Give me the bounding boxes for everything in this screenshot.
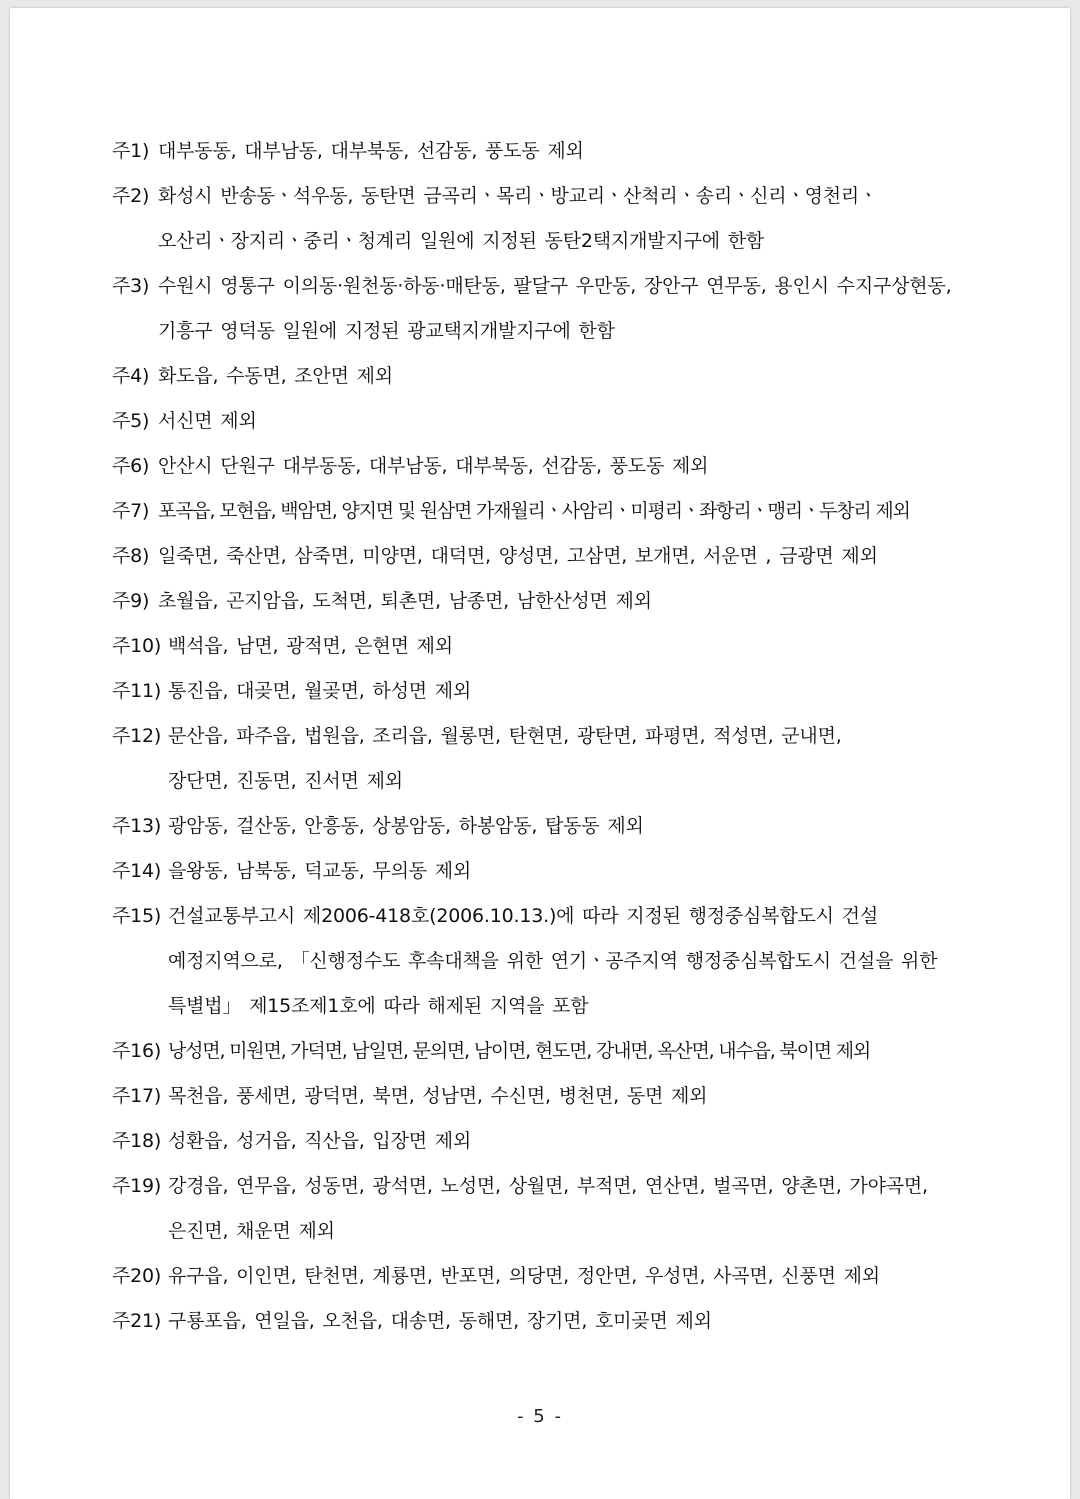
footnote-label: 주9) xyxy=(112,590,150,612)
footnote-label: 주14) xyxy=(112,860,162,882)
footnote-21 xyxy=(10,1299,1070,1344)
footnote-text: 낭성면, 미원면, 가덕면, 남일면, 문의면, 남이면, 현도면, 강내면, 옥산면, 내수읍, 북이면 제외 xyxy=(168,1040,871,1062)
footnote-text: 문산읍, 파주읍, 법원읍, 조리읍, 월롱면, 탄현면, 광탄면, 파평면, 적성면, 군내면, xyxy=(168,725,842,747)
footnote-text: 유구읍, 이인면, 탄천면, 계룡면, 반포면, 의당면, 정안면, 우성면, 사곡면, 신풍면 제외 xyxy=(168,1265,880,1287)
footnote-label: 주5) xyxy=(112,410,150,432)
footnote-label: 주13) xyxy=(112,815,162,837)
footnote-label: 주7) xyxy=(112,500,150,522)
footnote-text: 초월읍, 곤지암읍, 도척면, 퇴촌면, 남종면, 남한산성면 제외 xyxy=(158,590,652,612)
footnote-text-continued: 예정지역으로, 「신행정수도 후속대책을 위한 연기ㆍ공주지역 행정중심복합도시 건설을 위한 xyxy=(168,950,938,972)
footnote-16 xyxy=(10,1029,1070,1074)
footnote-label: 주10) xyxy=(112,635,162,657)
footnote-17 xyxy=(10,1074,1070,1119)
footnote-2 xyxy=(10,174,1070,264)
footnote-label: 주4) xyxy=(112,365,150,387)
footnote-label: 주21) xyxy=(112,1310,162,1332)
footnote-6 xyxy=(10,444,1070,489)
footnote-text: 구룡포읍, 연일읍, 오천읍, 대송면, 동해면, 장기면, 호미곶면 제외 xyxy=(168,1310,712,1332)
footnote-text: 포곡읍, 모현읍, 백암면, 양지면 및 원삼면 가재월리ㆍ사암리ㆍ미평리ㆍ좌항리ㆍ맹리ㆍ두창리 제외 xyxy=(158,500,910,522)
footnote-8 xyxy=(10,534,1070,579)
footnote-1 xyxy=(10,129,1070,174)
footnote-text: 대부동동, 대부남동, 대부북동, 선감동, 풍도동 제외 xyxy=(158,140,584,162)
footnote-text: 강경읍, 연무읍, 성동면, 광석면, 노성면, 상월면, 부적면, 연산면, 벌곡면, 양촌면, 가야곡면, xyxy=(168,1175,928,1197)
footnote-text: 건설교통부고시 제2006-418호(2006.10.13.)에 따라 지정된 행정중심복합도시 건설 xyxy=(168,905,878,927)
footnote-text: 안산시 단원구 대부동동, 대부남동, 대부북동, 선감동, 풍도동 제외 xyxy=(158,455,709,477)
footnote-text: 목천읍, 풍세면, 광덕면, 북면, 성남면, 수신면, 병천면, 동면 제외 xyxy=(168,1085,708,1107)
footnote-label: 주16) xyxy=(112,1040,162,1062)
footnote-19 xyxy=(10,1164,1070,1254)
footnote-text-continued: 오산리ㆍ장지리ㆍ중리ㆍ청계리 일원에 지정된 동탄2택지개발지구에 한함 xyxy=(158,230,765,252)
footnote-label: 주15) xyxy=(112,905,162,927)
footnote-12 xyxy=(10,714,1070,804)
footnote-11 xyxy=(10,669,1070,714)
footnote-label: 주17) xyxy=(112,1085,162,1107)
footnote-3 xyxy=(10,264,1070,354)
footnote-label: 주6) xyxy=(112,455,150,477)
footnote-label: 주11) xyxy=(112,680,162,702)
footnote-text-continued: 특별법」 제15조제1호에 따라 해제된 지역을 포함 xyxy=(168,995,589,1017)
document-page xyxy=(10,8,1070,1499)
footnote-text: 백석읍, 남면, 광적면, 은현면 제외 xyxy=(168,635,453,657)
footnote-label: 주1) xyxy=(112,140,150,162)
footnote-10 xyxy=(10,624,1070,669)
footnote-label: 주12) xyxy=(112,725,162,747)
footnote-14 xyxy=(10,849,1070,894)
footnote-text: 광암동, 걸산동, 안흥동, 상봉암동, 하봉암동, 탑동동 제외 xyxy=(168,815,644,837)
footnote-label: 주20) xyxy=(112,1265,162,1287)
footnote-20 xyxy=(10,1254,1070,1299)
footnote-label: 주8) xyxy=(112,545,150,567)
footnote-13 xyxy=(10,804,1070,849)
footnote-7 xyxy=(10,489,1070,534)
footnote-18 xyxy=(10,1119,1070,1164)
footnote-label: 주3) xyxy=(112,275,150,297)
footnote-text: 성환읍, 성거읍, 직산읍, 입장면 제외 xyxy=(168,1130,472,1152)
footnote-text: 통진읍, 대곶면, 월곶면, 하성면 제외 xyxy=(168,680,472,702)
footnote-5 xyxy=(10,399,1070,444)
footnote-text: 화성시 반송동ㆍ석우동, 동탄면 금곡리ㆍ목리ㆍ방교리ㆍ산척리ㆍ송리ㆍ신리ㆍ영천리ㆍ xyxy=(158,185,878,207)
footnote-label: 주18) xyxy=(112,1130,162,1152)
footnote-text: 수원시 영통구 이의동·원천동·하동·매탄동, 팔달구 우만동, 장안구 연무동, 용인시 수지구상현동, xyxy=(158,275,952,297)
footnote-4 xyxy=(10,354,1070,399)
footnote-text: 일죽면, 죽산면, 삼죽면, 미양면, 대덕면, 양성면, 고삼면, 보개면, 서운면 , 금광면 제외 xyxy=(158,545,878,567)
footnote-text-continued: 장단면, 진동면, 진서면 제외 xyxy=(168,770,403,792)
footnote-text: 서신면 제외 xyxy=(158,410,257,432)
footnote-text: 을왕동, 남북동, 덕교동, 무의동 제외 xyxy=(168,860,472,882)
footnote-text: 화도읍, 수동면, 조안면 제외 xyxy=(158,365,393,387)
footnote-label: 주19) xyxy=(112,1175,162,1197)
page-number: - 5 - xyxy=(517,1406,563,1427)
footnote-9 xyxy=(10,579,1070,624)
footnote-text-continued: 기흥구 영덕동 일원에 지정된 광교택지개발지구에 한함 xyxy=(158,320,615,342)
footnote-list xyxy=(10,129,1070,1344)
footnote-text-continued: 은진면, 채운면 제외 xyxy=(168,1220,335,1242)
footnote-label: 주2) xyxy=(112,185,150,207)
footnote-15 xyxy=(10,894,1070,1029)
